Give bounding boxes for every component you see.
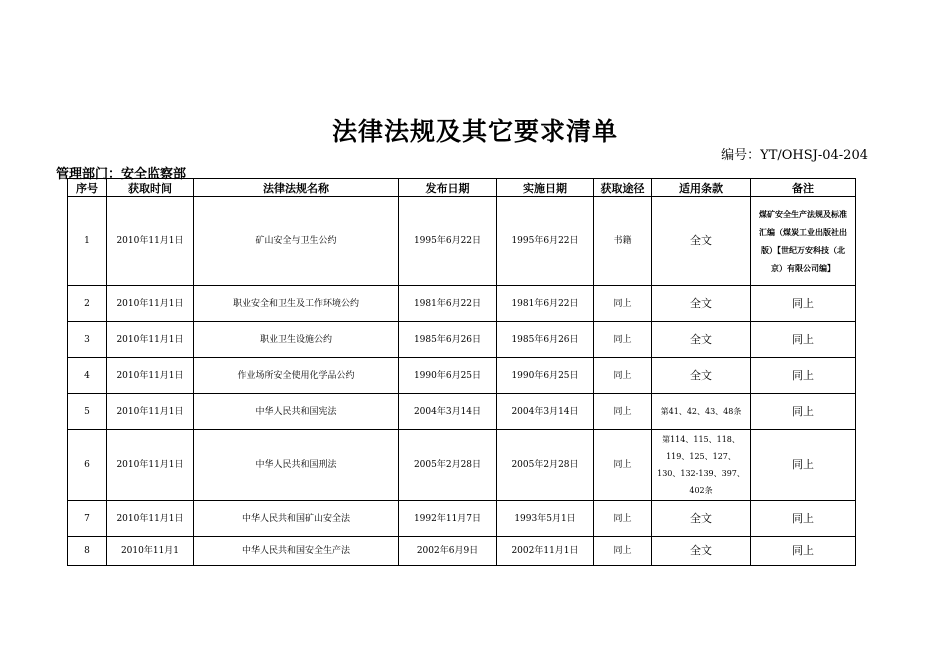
cell-clauses: 全文 bbox=[652, 197, 751, 286]
cell-remark: 同上 bbox=[751, 430, 856, 501]
document-code: 编号：YT/OHSJ-04-204 bbox=[721, 148, 868, 163]
cell-no: 2 bbox=[68, 286, 107, 322]
cell-source: 同上 bbox=[594, 501, 652, 537]
table-row bbox=[68, 322, 856, 358]
cell-published: 1995年6月22日 bbox=[399, 197, 497, 286]
table-row bbox=[68, 501, 856, 537]
cell-name: 作业场所安全使用化学品公约 bbox=[194, 358, 399, 394]
cell-remark: 同上 bbox=[751, 501, 856, 537]
table-row bbox=[68, 358, 856, 394]
table-header-row bbox=[68, 179, 856, 197]
header-clauses: 适用条款 bbox=[652, 179, 751, 197]
cell-source: 同上 bbox=[594, 394, 652, 430]
cell-published: 1992年11月7日 bbox=[399, 501, 497, 537]
cell-clauses: 全文 bbox=[652, 537, 751, 566]
cell-no: 3 bbox=[68, 322, 107, 358]
cell-clauses: 全文 bbox=[652, 322, 751, 358]
cell-source: 同上 bbox=[594, 430, 652, 501]
regulations-table bbox=[67, 178, 856, 566]
cell-no: 1 bbox=[68, 197, 107, 286]
management-department: 管理部门：安全监察部 bbox=[56, 167, 187, 182]
cell-source: 同上 bbox=[594, 537, 652, 566]
cell-name: 职业卫生设施公约 bbox=[194, 322, 399, 358]
cell-remark: 同上 bbox=[751, 286, 856, 322]
cell-effective: 1995年6月22日 bbox=[497, 197, 594, 286]
cell-effective: 2002年11月1日 bbox=[497, 537, 594, 566]
cell-acquired: 2010年11月1日 bbox=[107, 286, 194, 322]
header-no: 序号 bbox=[68, 179, 107, 197]
header-acquired: 获取时间 bbox=[107, 179, 194, 197]
cell-no: 6 bbox=[68, 430, 107, 501]
table-row bbox=[68, 197, 856, 286]
cell-clauses: 全文 bbox=[652, 501, 751, 537]
cell-acquired: 2010年11月1日 bbox=[107, 430, 194, 501]
table-row bbox=[68, 537, 856, 566]
table-row bbox=[68, 286, 856, 322]
cell-published: 2004年3月14日 bbox=[399, 394, 497, 430]
cell-name: 矿山安全与卫生公约 bbox=[194, 197, 399, 286]
cell-acquired: 2010年11月1日 bbox=[107, 197, 194, 286]
cell-remark: 同上 bbox=[751, 394, 856, 430]
cell-source: 同上 bbox=[594, 322, 652, 358]
cell-name: 中华人民共和国刑法 bbox=[194, 430, 399, 501]
cell-acquired: 2010年11月1日 bbox=[107, 394, 194, 430]
cell-remark: 同上 bbox=[751, 537, 856, 566]
header-effective: 实施日期 bbox=[497, 179, 594, 197]
cell-name: 职业安全和卫生及工作环境公约 bbox=[194, 286, 399, 322]
document-title: 法律法规及其它要求清单 bbox=[331, 117, 618, 146]
cell-remark: 同上 bbox=[751, 322, 856, 358]
cell-source: 同上 bbox=[594, 358, 652, 394]
cell-effective: 2004年3月14日 bbox=[497, 394, 594, 430]
cell-name: 中华人民共和国安全生产法 bbox=[194, 537, 399, 566]
cell-effective: 1993年5月1日 bbox=[497, 501, 594, 537]
header-source: 获取途径 bbox=[594, 179, 652, 197]
cell-acquired: 2010年11月1日 bbox=[107, 322, 194, 358]
cell-clauses: 第114、115、118、119、125、127、130、132-139、397、402条 bbox=[652, 430, 751, 501]
cell-acquired: 2010年11月1日 bbox=[107, 358, 194, 394]
header-remark: 备注 bbox=[751, 179, 856, 197]
cell-name: 中华人民共和国矿山安全法 bbox=[194, 501, 399, 537]
cell-effective: 1985年6月26日 bbox=[497, 322, 594, 358]
cell-remark: 同上 bbox=[751, 358, 856, 394]
table-row bbox=[68, 430, 856, 501]
cell-published: 2002年6月9日 bbox=[399, 537, 497, 566]
cell-no: 8 bbox=[68, 537, 107, 566]
header-published: 发布日期 bbox=[399, 179, 497, 197]
cell-acquired: 2010年11月1 bbox=[107, 537, 194, 566]
cell-published: 1990年6月25日 bbox=[399, 358, 497, 394]
cell-source: 书籍 bbox=[594, 197, 652, 286]
cell-published: 1985年6月26日 bbox=[399, 322, 497, 358]
cell-effective: 1990年6月25日 bbox=[497, 358, 594, 394]
cell-remark: 煤矿安全生产法规及标准汇编（煤炭工业出版社出版）【世纪万安科技（北京）有限公司编】 bbox=[751, 197, 856, 286]
cell-clauses: 全文 bbox=[652, 286, 751, 322]
table-row bbox=[68, 394, 856, 430]
cell-no: 5 bbox=[68, 394, 107, 430]
cell-effective: 1981年6月22日 bbox=[497, 286, 594, 322]
cell-clauses: 全文 bbox=[652, 358, 751, 394]
cell-name: 中华人民共和国宪法 bbox=[194, 394, 399, 430]
cell-published: 2005年2月28日 bbox=[399, 430, 497, 501]
cell-published: 1981年6月22日 bbox=[399, 286, 497, 322]
cell-no: 7 bbox=[68, 501, 107, 537]
cell-clauses: 第41、42、43、48条 bbox=[652, 394, 751, 430]
cell-acquired: 2010年11月1日 bbox=[107, 501, 194, 537]
cell-source: 同上 bbox=[594, 286, 652, 322]
cell-effective: 2005年2月28日 bbox=[497, 430, 594, 501]
header-name: 法律法规名称 bbox=[194, 179, 399, 197]
cell-no: 4 bbox=[68, 358, 107, 394]
